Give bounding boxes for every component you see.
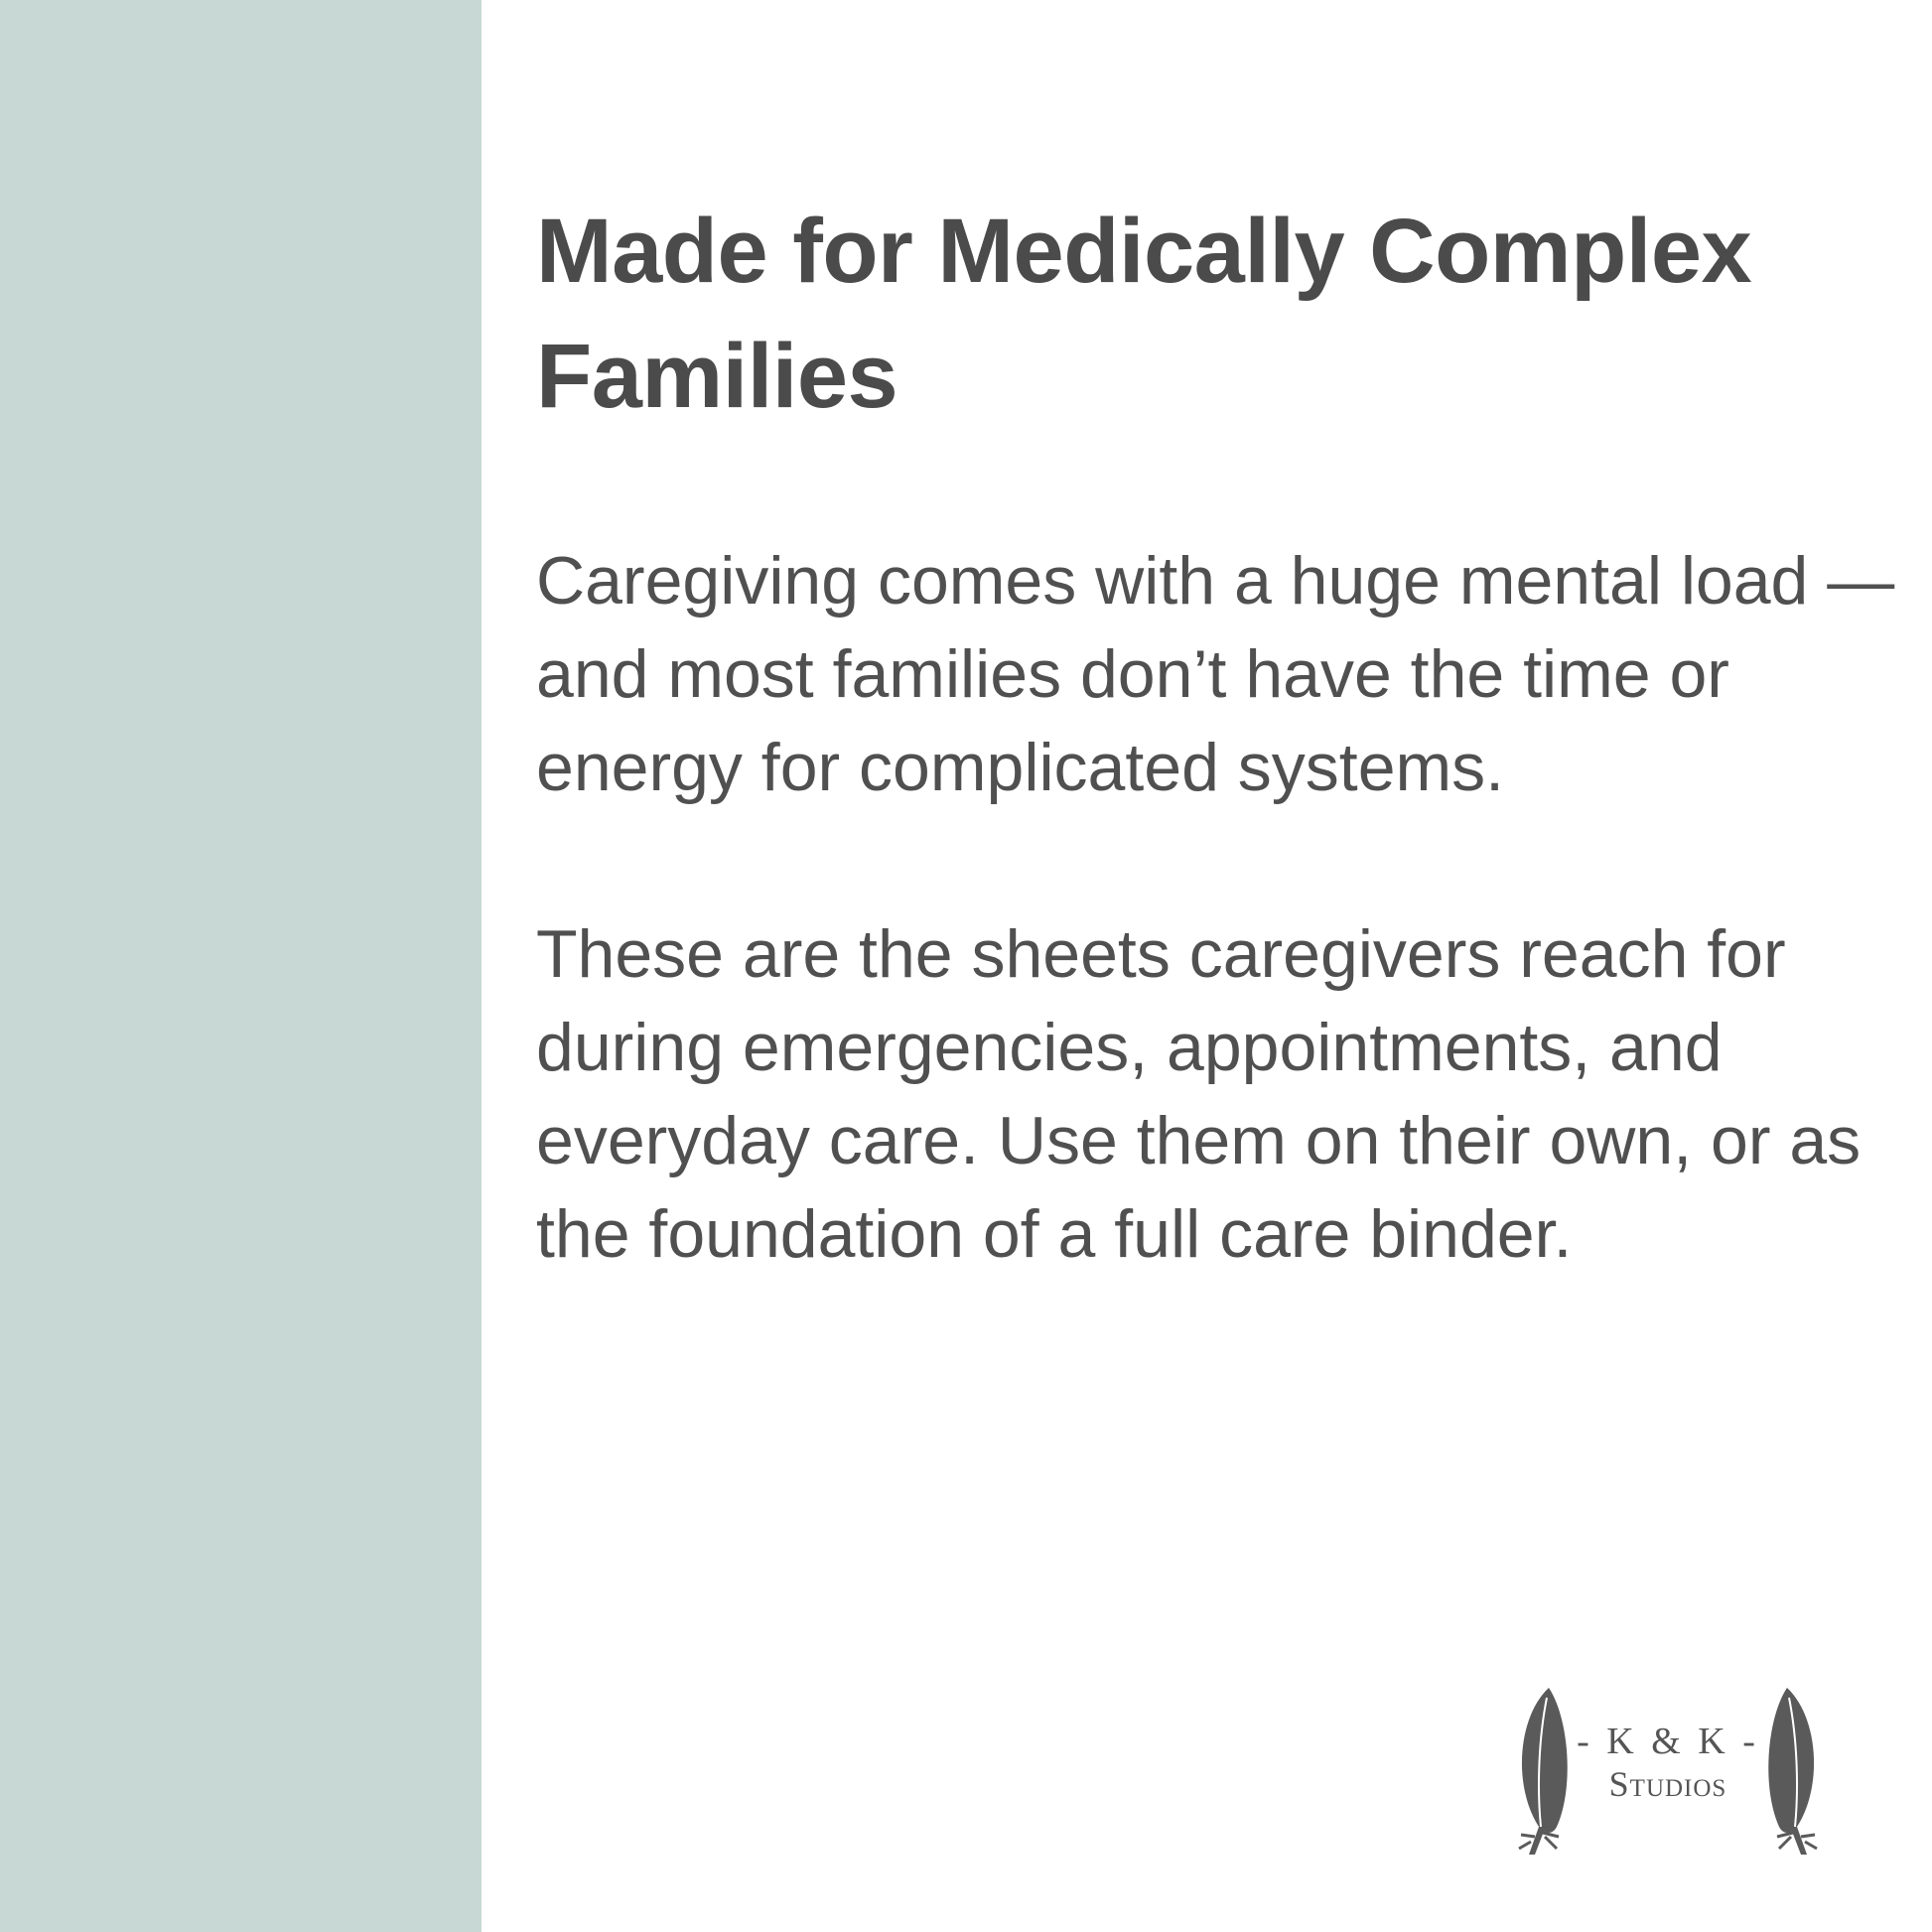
side-color-panel	[0, 0, 482, 1932]
paragraph-sheets-use: These are the sheets caregivers reach for during emergencies, appointments, and everyday care. Use them on their own, or as the foundation of a full care binder.	[536, 916, 1862, 1272]
brand-logo	[1509, 1678, 1827, 1857]
logo-text-kk: - K & K -	[1577, 1721, 1759, 1762]
page-title: Made for Medically Complex Families	[536, 201, 1752, 427]
logo-text-studios: Studios	[1608, 1764, 1727, 1804]
content-area	[536, 189, 1896, 1281]
paragraph-mental-load: Caregiving comes with a huge mental load — and most families don’t have the time or energy for complicated systems.	[536, 543, 1895, 805]
